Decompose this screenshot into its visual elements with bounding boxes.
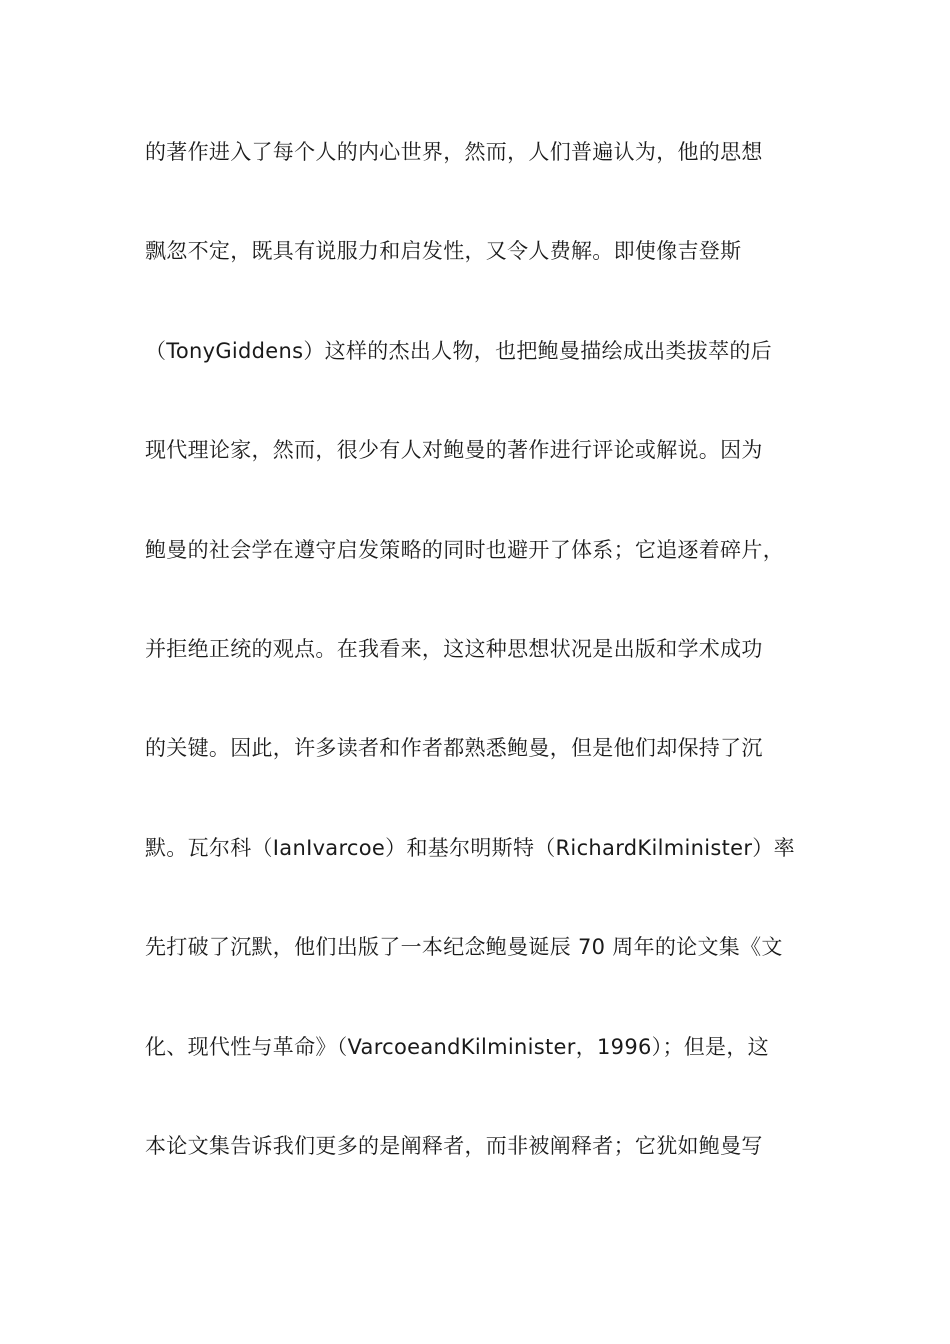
text-line-11: 本论文集告诉我们更多的是阐释者，而非被阐释者；它犹如鲍曼写: [145, 1133, 763, 1158]
body-text: [145, 130, 825, 1223]
text-line-6: 并拒绝正统的观点。在我看来，这这种思想状况是出版和学术成功: [145, 636, 763, 661]
text-line-4: 现代理论家，然而，很少有人对鲍曼的著作进行评论或解说。因为: [145, 438, 763, 463]
text-line-9: 先打破了沉默，他们出版了一本纪念鲍曼诞辰 70 周年的论文集《文: [145, 935, 783, 960]
text-line-3: （TonyGiddens）这样的杰出人物，也把鲍曼描绘成出类拔萃的后: [145, 338, 772, 363]
text-line-5: 鲍曼的社会学在遵守启发策略的同时也避开了体系；它追逐着碎片，: [145, 537, 784, 562]
text-line-10: 化、现代性与革命》（VarcoeandKilminister，1996）；但是，这: [145, 1034, 769, 1059]
text-line-7: 的关键。因此，许多读者和作者都熟悉鲍曼，但是他们却保持了沉: [145, 736, 763, 761]
text-line-2: 飘忽不定，既具有说服力和启发性，又令人费解。即使像吉登斯: [145, 239, 742, 264]
text-line-1: 的著作进入了每个人的内心世界，然而，人们普遍认为，他的思想: [145, 140, 763, 164]
text-line-8: 默。瓦尔科（IanIvarcoe）和基尔明斯特（RichardKilminister）率: [145, 835, 795, 860]
